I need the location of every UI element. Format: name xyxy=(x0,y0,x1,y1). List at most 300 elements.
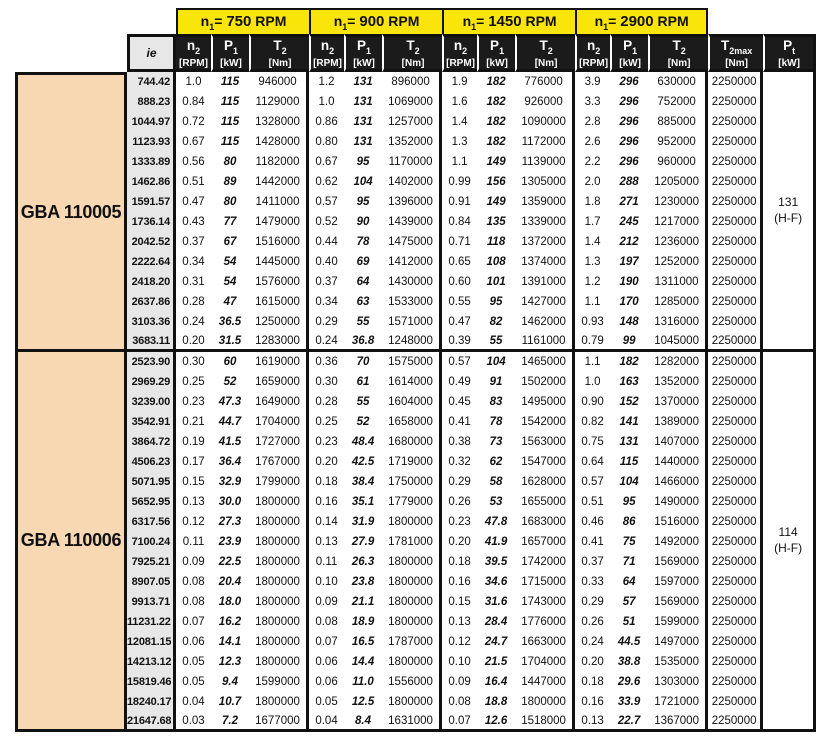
n2-value: 0.86 xyxy=(309,112,344,132)
p1-value: 16.5 xyxy=(344,632,382,652)
t2-value: 1680000 xyxy=(382,432,442,452)
t2-value: 1502000 xyxy=(515,372,575,392)
n2-value: 0.37 xyxy=(309,272,344,292)
t2-value: 1631000 xyxy=(382,712,442,732)
t2-value: 1704000 xyxy=(515,652,575,672)
n2-value: 0.62 xyxy=(309,172,344,192)
t2-value: 1767000 xyxy=(249,452,309,472)
t2-value: 1800000 xyxy=(249,592,309,612)
t2-value: 1727000 xyxy=(249,432,309,452)
t2-value: 1447000 xyxy=(515,672,575,692)
t2-value: 960000 xyxy=(648,152,708,172)
ie-value: 21647.68 xyxy=(127,712,176,732)
p1-value: 271 xyxy=(610,192,648,212)
p1-value: 38.4 xyxy=(344,472,382,492)
t2-value: 952000 xyxy=(648,132,708,152)
p1-value: 78 xyxy=(344,232,382,252)
p1-value: 296 xyxy=(610,132,648,152)
ie-value: 6317.56 xyxy=(127,512,176,532)
ie-value: 2969.29 xyxy=(127,372,176,392)
p1-value: 288 xyxy=(610,172,648,192)
p1-value: 104 xyxy=(477,352,515,372)
t2max-value: 2250000 xyxy=(708,672,763,692)
p1-value: 149 xyxy=(477,192,515,212)
n2-value: 0.29 xyxy=(309,312,344,332)
t2-value: 1445000 xyxy=(249,252,309,272)
ie-value: 1044.97 xyxy=(127,112,176,132)
t2-value: 1800000 xyxy=(249,572,309,592)
table-row xyxy=(15,712,816,732)
t2-value: 1328000 xyxy=(249,112,309,132)
model-label: GBA 110006 xyxy=(15,352,127,732)
n2-value: 3.3 xyxy=(575,92,610,112)
n2-value: 0.71 xyxy=(442,232,477,252)
n2-value: 1.6 xyxy=(442,92,477,112)
t2-value: 1516000 xyxy=(648,512,708,532)
equals-sign: = xyxy=(476,12,489,29)
n2-value: 0.26 xyxy=(442,492,477,512)
table-row xyxy=(15,252,816,272)
col-header-n2-750: $n_2$ [RPM] xyxy=(176,34,211,72)
t2-value: 1533000 xyxy=(382,292,442,312)
p1-value: 24.7 xyxy=(477,632,515,652)
t2-value: 1659000 xyxy=(249,372,309,392)
rpm-header-2900 xyxy=(575,8,708,34)
p1-value: 22.7 xyxy=(610,712,648,732)
table-row xyxy=(15,472,816,492)
n2-value: 1.1 xyxy=(575,352,610,372)
p1-value: 149 xyxy=(477,152,515,172)
n2-value: 0.99 xyxy=(442,172,477,192)
n1-symbol: n xyxy=(594,12,604,29)
rpm-header-1450 xyxy=(442,8,575,34)
t2-value: 926000 xyxy=(515,92,575,112)
t2max-value: 2250000 xyxy=(708,532,763,552)
p1-value: 52 xyxy=(211,372,249,392)
n2-value: 0.05 xyxy=(309,692,344,712)
p1-value: 296 xyxy=(610,92,648,112)
t2-value: 1655000 xyxy=(515,492,575,512)
t2-value: 1090000 xyxy=(515,112,575,132)
t2-value: 1719000 xyxy=(382,452,442,472)
n2-value: 0.08 xyxy=(176,572,211,592)
t2-value: 1743000 xyxy=(515,592,575,612)
p1-value: 38.8 xyxy=(610,652,648,672)
n2-value: 0.25 xyxy=(176,372,211,392)
p1-value: 296 xyxy=(610,152,648,172)
t2-value: 630000 xyxy=(648,72,708,92)
t2-value: 1800000 xyxy=(249,512,309,532)
p1-value: 47.3 xyxy=(211,392,249,412)
t2max-value: 2250000 xyxy=(708,552,763,572)
t2max-value: 2250000 xyxy=(708,692,763,712)
t2max-value: 2250000 xyxy=(708,272,763,292)
n2-value: 0.28 xyxy=(309,392,344,412)
n2-value: 0.09 xyxy=(309,592,344,612)
t2-value: 1430000 xyxy=(382,272,442,292)
col-header-p1-900: $P_1$ [kW] xyxy=(344,34,382,72)
n2-value: 0.45 xyxy=(442,392,477,412)
table-row xyxy=(15,192,816,212)
p1-value: 135 xyxy=(477,212,515,232)
table-row xyxy=(15,152,816,172)
t2-value: 1248000 xyxy=(382,332,442,352)
model-label: GBA 110005 xyxy=(15,72,127,352)
ie-value: 744.42 xyxy=(127,72,176,92)
p1-value: 245 xyxy=(610,212,648,232)
p1-value: 131 xyxy=(610,432,648,452)
t2-value: 1569000 xyxy=(648,552,708,572)
p1-value: 170 xyxy=(610,292,648,312)
table-row xyxy=(15,272,816,292)
t2-value: 1161000 xyxy=(515,332,575,352)
t2-value: 1129000 xyxy=(249,92,309,112)
t2-value: 1230000 xyxy=(648,192,708,212)
table-row xyxy=(15,72,816,92)
table-header xyxy=(15,8,816,72)
t2-value: 1569000 xyxy=(648,592,708,612)
p1-value: 48.4 xyxy=(344,432,382,452)
p1-value: 42.5 xyxy=(344,452,382,472)
p1-value: 61 xyxy=(344,372,382,392)
p1-value: 41.9 xyxy=(477,532,515,552)
t2-value: 1779000 xyxy=(382,492,442,512)
table-row xyxy=(15,232,816,252)
table-row xyxy=(15,612,816,632)
column-header-row xyxy=(15,34,816,72)
n2-value: 1.4 xyxy=(575,232,610,252)
t2max-value: 2250000 xyxy=(708,112,763,132)
n2-value: 0.07 xyxy=(309,632,344,652)
t2max-value: 2250000 xyxy=(708,92,763,112)
t2-value: 1205000 xyxy=(648,172,708,192)
t2-value: 1217000 xyxy=(648,212,708,232)
t2-value: 1389000 xyxy=(648,412,708,432)
n2-value: 0.46 xyxy=(575,512,610,532)
p1-value: 75 xyxy=(610,532,648,552)
p1-value: 8.4 xyxy=(344,712,382,732)
table-row xyxy=(15,492,816,512)
n2-value: 0.79 xyxy=(575,332,610,352)
ie-value: 8907.05 xyxy=(127,572,176,592)
t2max-value: 2250000 xyxy=(708,652,763,672)
n2-value: 0.28 xyxy=(176,292,211,312)
t2max-value: 2250000 xyxy=(708,192,763,212)
n2-value: 1.0 xyxy=(575,372,610,392)
n2-value: 1.0 xyxy=(176,72,211,92)
n2-value: 2.6 xyxy=(575,132,610,152)
n2-value: 0.39 xyxy=(442,332,477,352)
table-row xyxy=(15,572,816,592)
ie-value: 1333.89 xyxy=(127,152,176,172)
n2-value: 0.18 xyxy=(575,672,610,692)
p1-value: 182 xyxy=(477,72,515,92)
p1-value: 99 xyxy=(610,332,648,352)
t2-value: 776000 xyxy=(515,72,575,92)
p1-value: 115 xyxy=(211,112,249,132)
n2-value: 0.51 xyxy=(176,172,211,192)
ie-value: 2222.64 xyxy=(127,252,176,272)
t2-value: 885000 xyxy=(648,112,708,132)
t2-value: 1628000 xyxy=(515,472,575,492)
n2-value: 0.10 xyxy=(442,652,477,672)
n2-value: 0.64 xyxy=(575,452,610,472)
n2-value: 0.08 xyxy=(442,692,477,712)
n2-value: 0.09 xyxy=(176,552,211,572)
t2-value: 1800000 xyxy=(249,692,309,712)
col-header-p1-1450: $P_1$ [kW] xyxy=(477,34,515,72)
t2-value: 1649000 xyxy=(249,392,309,412)
p1-value: 18.9 xyxy=(344,612,382,632)
gearbox-ratings-table xyxy=(15,8,816,732)
p1-value: 63 xyxy=(344,292,382,312)
t2-value: 1305000 xyxy=(515,172,575,192)
p1-value: 27.9 xyxy=(344,532,382,552)
p1-value: 12.6 xyxy=(477,712,515,732)
t2-value: 946000 xyxy=(249,72,309,92)
t2-value: 752000 xyxy=(648,92,708,112)
p1-value: 36.5 xyxy=(211,312,249,332)
p1-value: 21.1 xyxy=(344,592,382,612)
p1-value: 30.0 xyxy=(211,492,249,512)
t2-value: 1495000 xyxy=(515,392,575,412)
p1-value: 55 xyxy=(344,392,382,412)
p1-value: 26.3 xyxy=(344,552,382,572)
header-spacer-left xyxy=(15,8,176,34)
t2-value: 1352000 xyxy=(648,372,708,392)
t2max-value: 2250000 xyxy=(708,172,763,192)
p1-value: 131 xyxy=(344,72,382,92)
t2-value: 1139000 xyxy=(515,152,575,172)
p1-value: 23.9 xyxy=(211,532,249,552)
col-header-p1-750: $P_1$ [kW] xyxy=(211,34,249,72)
t2-value: 1442000 xyxy=(249,172,309,192)
n2-value: 0.55 xyxy=(442,292,477,312)
table-row xyxy=(15,592,816,612)
p1-value: 82 xyxy=(477,312,515,332)
n2-value: 0.51 xyxy=(575,492,610,512)
p1-value: 41.5 xyxy=(211,432,249,452)
table-row xyxy=(15,332,816,352)
p1-value: 197 xyxy=(610,252,648,272)
p1-value: 33.9 xyxy=(610,692,648,712)
t2max-value: 2250000 xyxy=(708,712,763,732)
n2-value: 0.20 xyxy=(575,652,610,672)
p1-value: 28.4 xyxy=(477,612,515,632)
p1-value: 34.6 xyxy=(477,572,515,592)
p1-value: 83 xyxy=(477,392,515,412)
p1-value: 54 xyxy=(211,272,249,292)
p1-value: 14.1 xyxy=(211,632,249,652)
n2-value: 0.60 xyxy=(442,272,477,292)
p1-value: 32.9 xyxy=(211,472,249,492)
t2-value: 1045000 xyxy=(648,332,708,352)
n2-value: 0.34 xyxy=(176,252,211,272)
t2max-value: 2250000 xyxy=(708,452,763,472)
t2-value: 1428000 xyxy=(249,132,309,152)
n2-value: 0.32 xyxy=(442,452,477,472)
t2max-value: 2250000 xyxy=(708,572,763,592)
t2-value: 1182000 xyxy=(249,152,309,172)
table-row xyxy=(15,312,816,332)
n2-value: 0.41 xyxy=(442,412,477,432)
t2max-value: 2250000 xyxy=(708,152,763,172)
n2-value: 0.43 xyxy=(176,212,211,232)
t2max-value: 2250000 xyxy=(708,312,763,332)
t2-value: 1396000 xyxy=(382,192,442,212)
n2-value: 0.47 xyxy=(442,312,477,332)
ie-value: 2637.86 xyxy=(127,292,176,312)
t2-value: 1257000 xyxy=(382,112,442,132)
n2-value: 0.24 xyxy=(309,332,344,352)
t2max-value: 2250000 xyxy=(708,332,763,352)
t2-value: 1800000 xyxy=(249,652,309,672)
n2-value: 0.26 xyxy=(575,612,610,632)
table-row xyxy=(15,552,816,572)
n2-value: 0.82 xyxy=(575,412,610,432)
n2-value: 2.0 xyxy=(575,172,610,192)
ie-value: 12081.15 xyxy=(127,632,176,652)
p1-value: 47 xyxy=(211,292,249,312)
p1-value: 51 xyxy=(610,612,648,632)
n2-value: 0.10 xyxy=(309,572,344,592)
p1-value: 27.3 xyxy=(211,512,249,532)
n2-value: 0.21 xyxy=(176,412,211,432)
n2-value: 0.08 xyxy=(176,592,211,612)
p1-value: 95 xyxy=(344,152,382,172)
t2max-value: 2250000 xyxy=(708,352,763,372)
n2-value: 0.25 xyxy=(309,412,344,432)
t2max-value: 2250000 xyxy=(708,212,763,232)
rpm-header-row xyxy=(15,8,816,34)
rpm-header-750 xyxy=(176,8,309,34)
table-row xyxy=(15,92,816,112)
p1-value: 70 xyxy=(344,352,382,372)
table-row xyxy=(15,392,816,412)
n2-value: 0.18 xyxy=(442,552,477,572)
t2-value: 1497000 xyxy=(648,632,708,652)
n2-value: 0.41 xyxy=(575,532,610,552)
t2max-value: 2250000 xyxy=(708,592,763,612)
p1-value: 16.2 xyxy=(211,612,249,632)
t2-value: 1597000 xyxy=(648,572,708,592)
t2-value: 1575000 xyxy=(382,352,442,372)
ie-value: 1123.93 xyxy=(127,132,176,152)
rpm-value: 750 xyxy=(226,12,252,30)
p1-value: 115 xyxy=(610,452,648,472)
p1-value: 86 xyxy=(610,512,648,532)
p1-value: 44.5 xyxy=(610,632,648,652)
p1-value: 12.5 xyxy=(344,692,382,712)
t2-value: 1370000 xyxy=(648,392,708,412)
t2-value: 1619000 xyxy=(249,352,309,372)
n2-value: 0.29 xyxy=(575,592,610,612)
t2-value: 1252000 xyxy=(648,252,708,272)
t2-value: 1800000 xyxy=(249,532,309,552)
col-header-t2-750: $T_2$ [Nm] xyxy=(249,34,309,72)
p1-value: 141 xyxy=(610,412,648,432)
table-row xyxy=(15,652,816,672)
t2-value: 1440000 xyxy=(648,452,708,472)
n2-value: 0.84 xyxy=(442,212,477,232)
p1-value: 12.3 xyxy=(211,652,249,672)
n2-value: 0.36 xyxy=(309,352,344,372)
p1-value: 52 xyxy=(344,412,382,432)
n2-value: 0.15 xyxy=(176,472,211,492)
t2-value: 1715000 xyxy=(515,572,575,592)
n2-value: 0.57 xyxy=(442,352,477,372)
table-row xyxy=(15,672,816,692)
n2-value: 0.30 xyxy=(309,372,344,392)
t2-value: 1800000 xyxy=(249,492,309,512)
p1-value: 104 xyxy=(610,472,648,492)
t2-value: 1250000 xyxy=(249,312,309,332)
t2-value: 1367000 xyxy=(648,712,708,732)
p1-value: 115 xyxy=(211,132,249,152)
n2-value: 0.57 xyxy=(309,192,344,212)
t2-value: 1283000 xyxy=(249,332,309,352)
t2max-value: 2250000 xyxy=(708,512,763,532)
n2-value: 0.33 xyxy=(575,572,610,592)
n2-value: 1.2 xyxy=(575,272,610,292)
t2-value: 1750000 xyxy=(382,472,442,492)
t2max-value: 2250000 xyxy=(708,72,763,92)
p1-value: 11.0 xyxy=(344,672,382,692)
t2-value: 1563000 xyxy=(515,432,575,452)
p1-value: 18.0 xyxy=(211,592,249,612)
rpm-header-900 xyxy=(309,8,442,34)
n2-value: 0.57 xyxy=(575,472,610,492)
t2-value: 1781000 xyxy=(382,532,442,552)
p1-value: 156 xyxy=(477,172,515,192)
p1-value: 115 xyxy=(211,92,249,112)
n2-value: 0.23 xyxy=(442,512,477,532)
p1-value: 18.8 xyxy=(477,692,515,712)
equals-sign: = xyxy=(347,12,360,29)
n2-value: 0.24 xyxy=(575,632,610,652)
t2max-value: 2250000 xyxy=(708,432,763,452)
t2-value: 896000 xyxy=(382,72,442,92)
table-row xyxy=(15,432,816,452)
p1-value: 95 xyxy=(344,192,382,212)
rpm-unit: RPM xyxy=(653,12,689,29)
p1-value: 131 xyxy=(344,92,382,112)
t2-value: 1479000 xyxy=(249,212,309,232)
p1-value: 73 xyxy=(477,432,515,452)
t2-value: 1490000 xyxy=(648,492,708,512)
ie-value: 4506.23 xyxy=(127,452,176,472)
t2-value: 1069000 xyxy=(382,92,442,112)
t2max-value: 2250000 xyxy=(708,492,763,512)
table-body xyxy=(15,72,816,732)
n2-value: 0.15 xyxy=(442,592,477,612)
col-header-t2-1450: $T_2$ [Nm] xyxy=(515,34,575,72)
n2-value: 3.9 xyxy=(575,72,610,92)
t2-value: 1800000 xyxy=(382,612,442,632)
t2-value: 1427000 xyxy=(515,292,575,312)
t2-value: 1411000 xyxy=(249,192,309,212)
t2-value: 1677000 xyxy=(249,712,309,732)
table-row xyxy=(15,172,816,192)
t2-value: 1571000 xyxy=(382,312,442,332)
p1-value: 131 xyxy=(344,132,382,152)
n2-value: 2.2 xyxy=(575,152,610,172)
p1-value: 91 xyxy=(477,372,515,392)
p1-value: 296 xyxy=(610,72,648,92)
p1-value: 23.8 xyxy=(344,572,382,592)
n2-value: 2.8 xyxy=(575,112,610,132)
p1-value: 108 xyxy=(477,252,515,272)
